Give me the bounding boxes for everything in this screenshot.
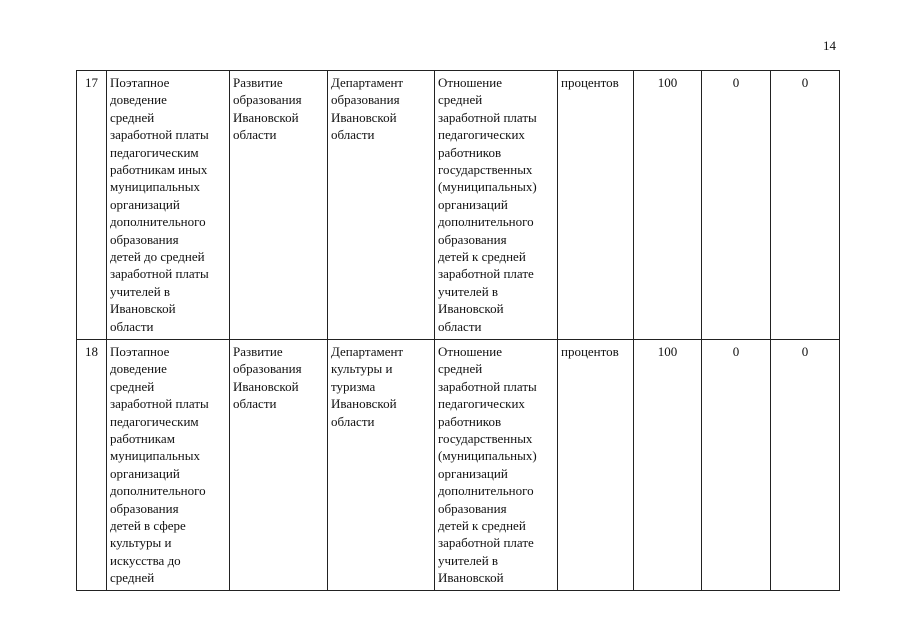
value-cell-3: 0 bbox=[771, 71, 840, 340]
indicator-cell: Отношение средней заработной платы педагогических работников государственных (муниципальных) организаций дополнительного образования детей к средней заработной плате учителей в Ивановской bbox=[435, 340, 558, 591]
row-number-cell: 17 bbox=[77, 71, 107, 340]
measures-table bbox=[76, 70, 840, 591]
action-cell: Поэтапное доведение средней заработной платы педагогическим работникам муниципальных организаций дополнительного образования детей в сфере культуры и искусства до средней bbox=[107, 340, 230, 591]
program-cell: Развитие образования Ивановской области bbox=[230, 71, 328, 340]
page-number: 14 bbox=[823, 38, 836, 53]
value-cell-1: 100 bbox=[634, 71, 702, 340]
indicator-cell: Отношение средней заработной платы педагогических работников государственных (муниципальных) организаций дополнительного образования детей к средней заработной плате учителей в Ивановской области bbox=[435, 71, 558, 340]
row-number-cell: 18 bbox=[77, 340, 107, 591]
value-cell-3: 0 bbox=[771, 340, 840, 591]
table-row bbox=[77, 340, 840, 591]
unit-cell: процентов bbox=[558, 71, 634, 340]
value-cell-2: 0 bbox=[702, 340, 771, 591]
value-cell-1: 100 bbox=[634, 340, 702, 591]
value-cell-2: 0 bbox=[702, 71, 771, 340]
department-cell: Департамент культуры и туризма Ивановской области bbox=[328, 340, 435, 591]
program-cell: Развитие образования Ивановской области bbox=[230, 340, 328, 591]
action-cell: Поэтапное доведение средней заработной платы педагогическим работникам иных муниципальных организаций дополнительного образования детей до средней заработной платы учителей в Ивановской области bbox=[107, 71, 230, 340]
table-row bbox=[77, 71, 840, 340]
department-cell: Департамент образования Ивановской области bbox=[328, 71, 435, 340]
unit-cell: процентов bbox=[558, 340, 634, 591]
